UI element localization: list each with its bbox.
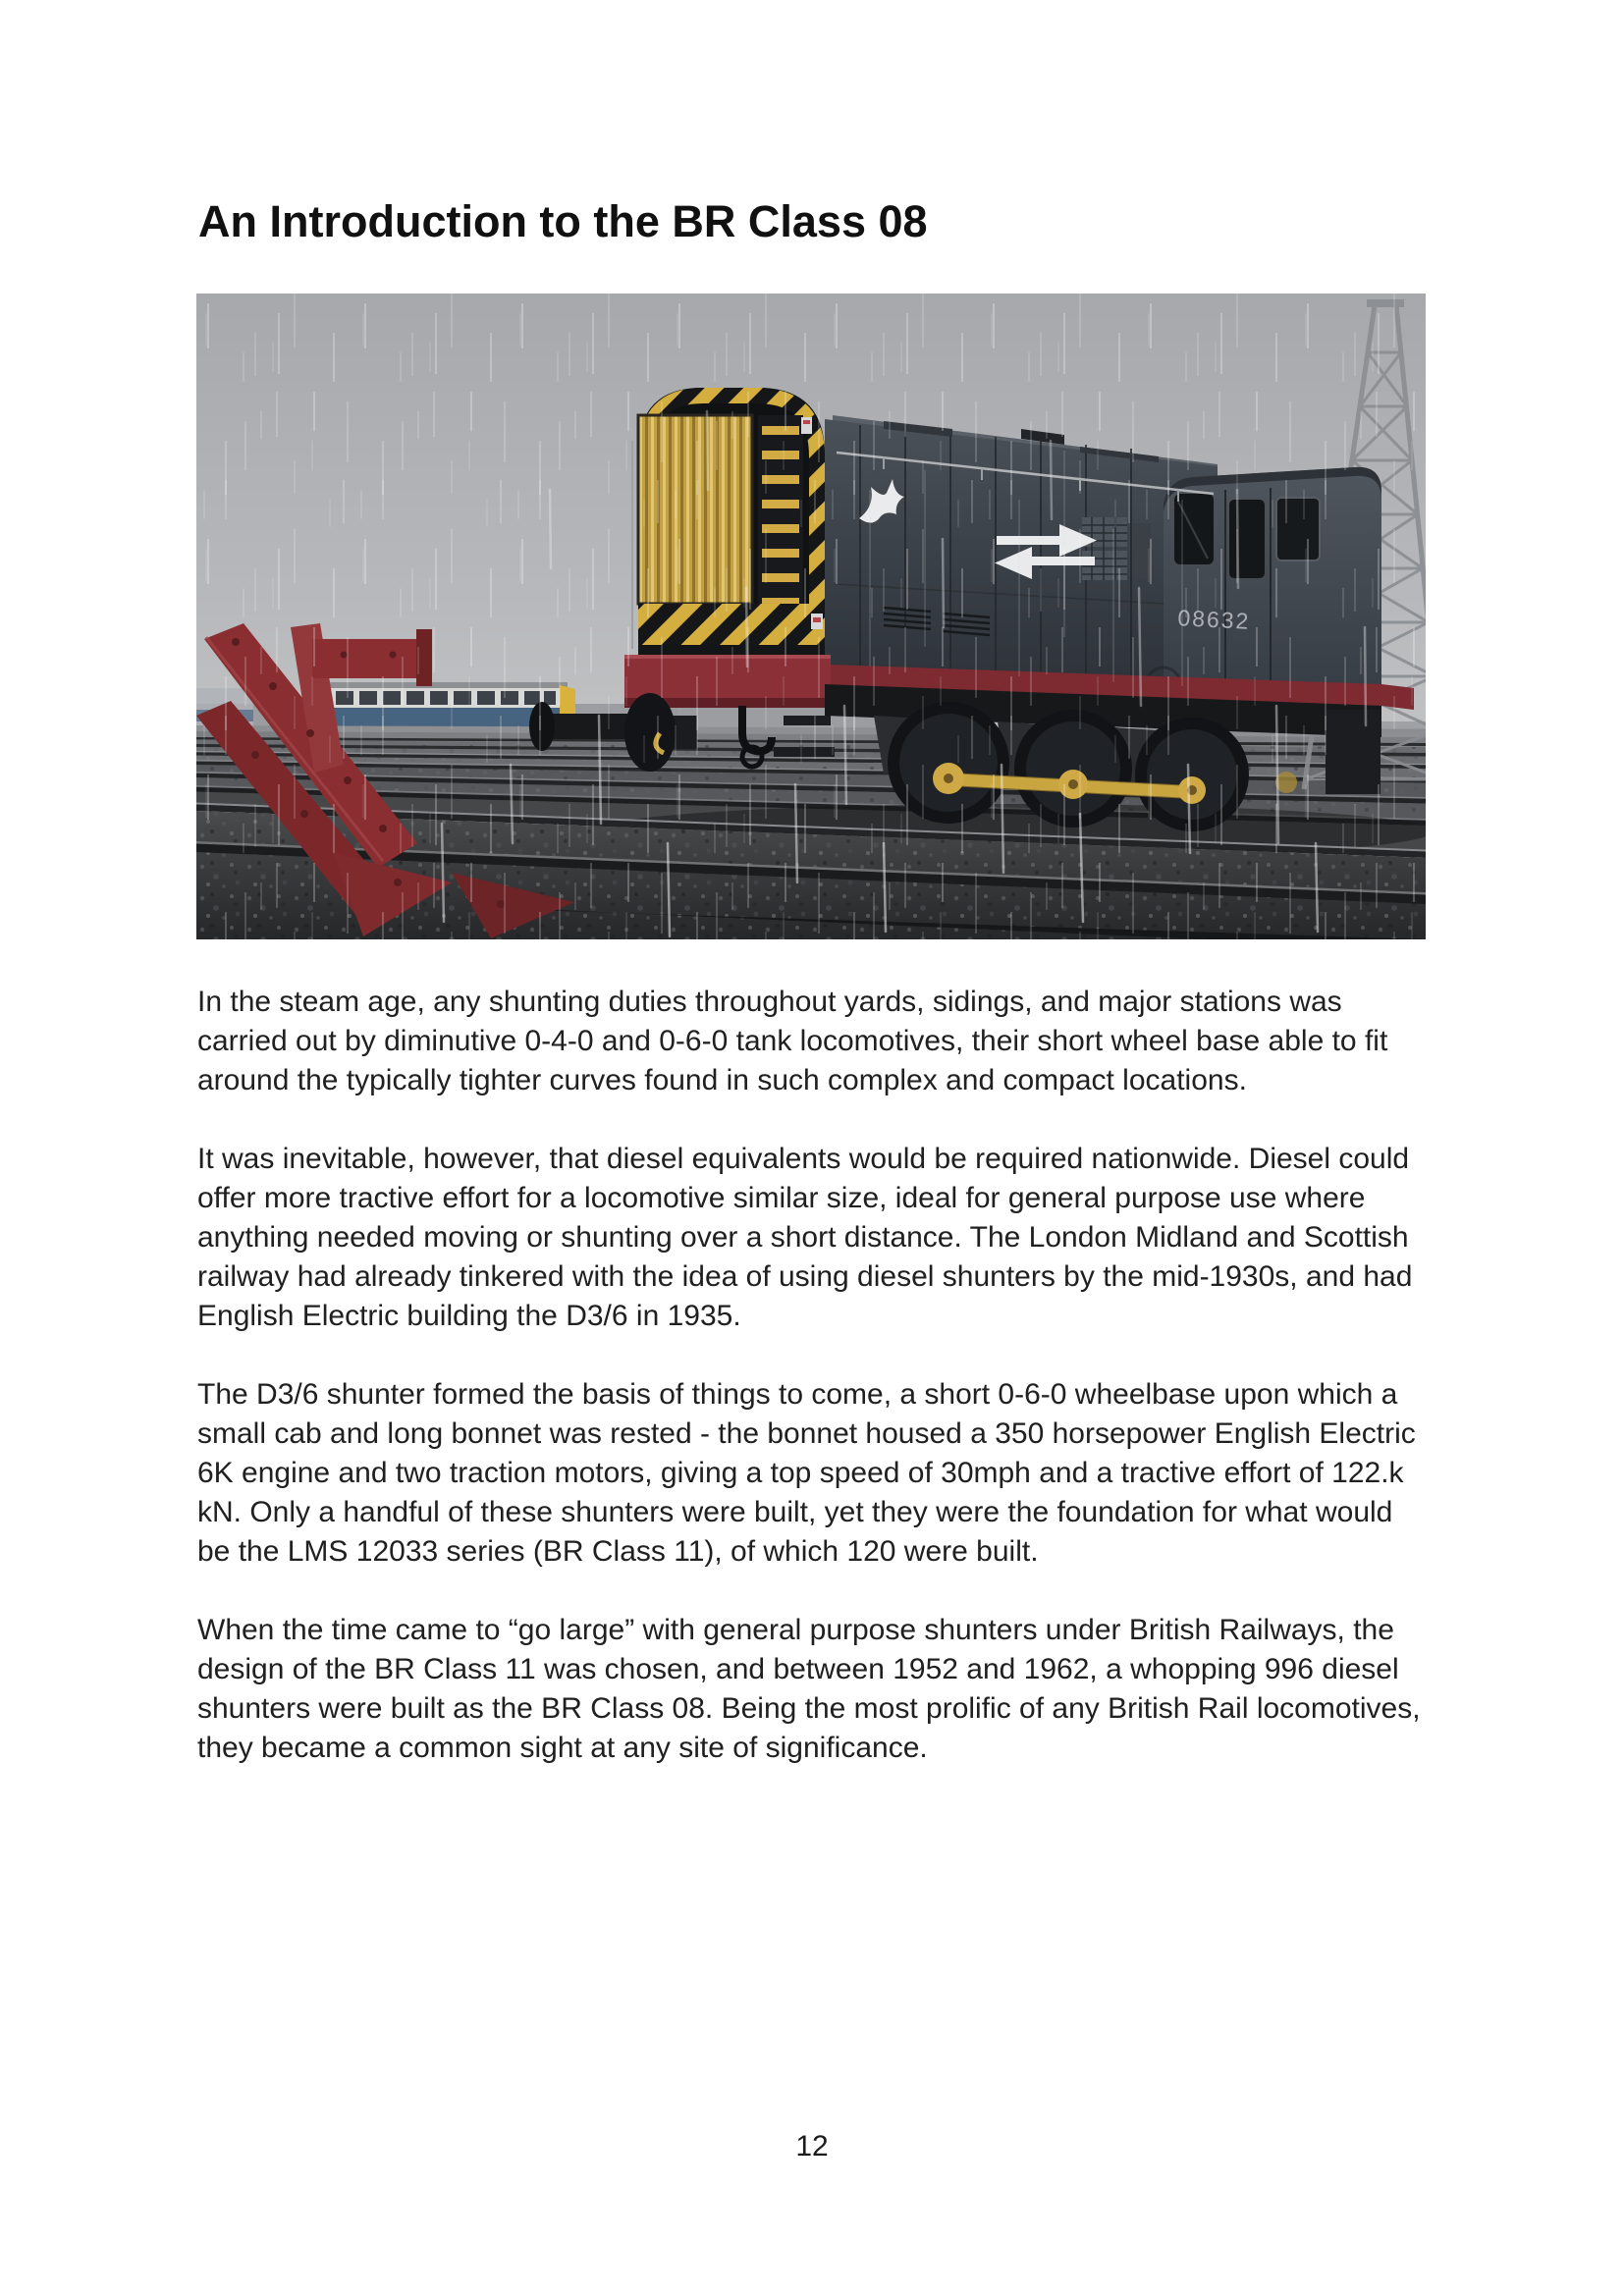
paragraph-1: In the steam age, any shunting duties throughout yards, sidings, and major stations was carried out by diminutive 0-4-0 and 0-6-0 tank locomotives, their short wheel base able to fit around the typically tighter curves found in such complex and compact locations.	[197, 986, 1388, 1096]
article-body	[197, 983, 1433, 1807]
paragraph-2: It was inevitable, however, that diesel equivalents would be required nationwide. Diesel could offer more tractive effort for a locomotive similar size, ideal for general purpose use where anything needed moving or shunting over a short distance. The London Midland and Scottish railway had already tinkered with the idea of using diesel shunters by the mid-1930s, and had English Electric building the D3/6 in 1935.	[197, 1143, 1413, 1332]
page-title: An Introduction to the BR Class 08	[198, 196, 928, 246]
paragraph-4: When the time came to “go large” with general purpose shunters under British Railways, the design of the BR Class 11 was chosen, and between 1952 and 1962, a whopping 996 diesel shunters were built as the BR Class 08. Being the most prolific of any British Rail locomotives, they became a common sight at any site of significance.	[197, 1614, 1421, 1764]
page-number: 12	[795, 2130, 829, 2163]
class08-photo-scene	[196, 294, 1426, 939]
paragraph-3: The D3/6 shunter formed the basis of things to come, a short 0-6-0 wheelbase upon which a small cab and long bonnet was rested - the bonnet housed a 350 horsepower English Electric 6K engine and two traction motors, giving a top speed of 30mph and a tractive effort of 122.k kN. Only a handful of these shunters were built, yet they were the foundation for what would be the LMS 12033 series (BR Class 11), of which 120 were built.	[197, 1378, 1416, 1568]
class08-photo	[196, 294, 1426, 939]
rain	[196, 294, 1426, 939]
